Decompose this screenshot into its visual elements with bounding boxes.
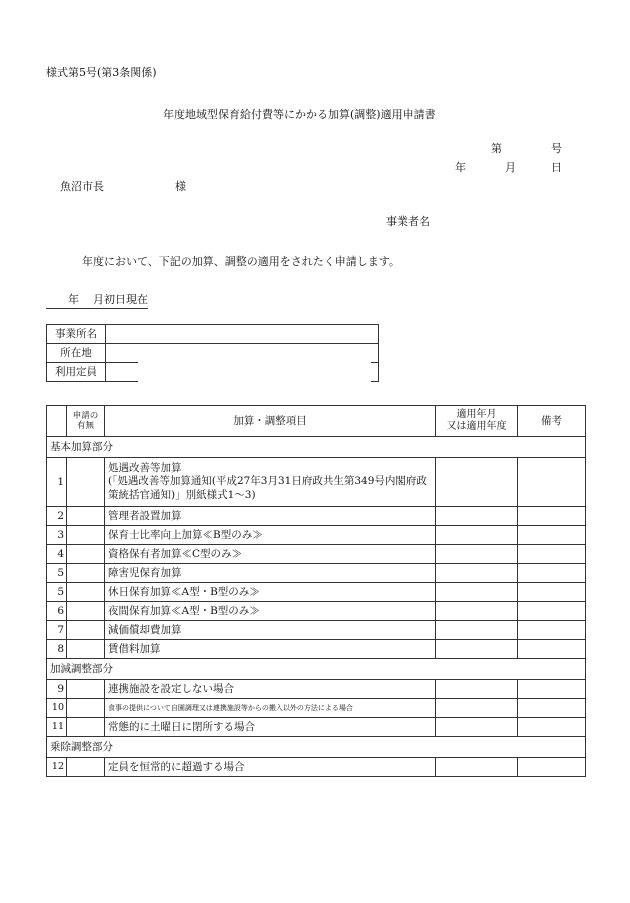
row-number: 5 (47, 583, 67, 602)
item-cell: 連携施設を設定しない場合 (105, 680, 436, 699)
item-cell: 資格保有者加算≪C型のみ≫ (105, 545, 436, 564)
section-title: 乗除調整部分 (47, 737, 586, 758)
period-cell[interactable] (436, 621, 518, 640)
remarks-cell[interactable] (518, 583, 586, 602)
remarks-cell[interactable] (518, 621, 586, 640)
row-number: 6 (47, 602, 67, 621)
remarks-cell[interactable] (518, 458, 586, 507)
date-month: 月 (505, 161, 516, 174)
row-number: 11 (47, 718, 67, 737)
applied-cell[interactable] (67, 564, 105, 583)
remarks-cell[interactable] (518, 507, 586, 526)
header-remarks: 備考 (518, 406, 586, 437)
business-name-label: 事業者名 (386, 215, 430, 228)
table-header-row (47, 406, 586, 437)
info-label: 事業所名 (47, 325, 106, 344)
table-row (47, 583, 586, 602)
item-cell: 休日保育加算≪A型・B型のみ≫ (105, 583, 436, 602)
item-cell: 夜間保育加算≪A型・B型のみ≫ (105, 602, 436, 621)
period-cell[interactable] (436, 458, 518, 507)
row-number: 9 (47, 680, 67, 699)
item-cell: 処遇改善等加算 (「処遇改善等加算通知(平成27年3月31日府政共生第349号内閣府政策統括官通知)」別紙様式1～3) (105, 458, 436, 507)
row-number: 7 (47, 621, 67, 640)
table-row (47, 680, 586, 699)
remarks-cell[interactable] (518, 758, 586, 777)
period-cell[interactable] (436, 564, 518, 583)
item-cell: 管理者設置加算 (105, 507, 436, 526)
header-applied: 申請の 有無 (67, 406, 105, 437)
period-cell[interactable] (436, 758, 518, 777)
item-cell: 保育士比率向上加算≪B型のみ≫ (105, 526, 436, 545)
section-title: 加減調整部分 (47, 659, 586, 680)
intro-text: 年度において、下記の加算、調整の適用をされたく申請します。 (82, 255, 400, 268)
row-number: 4 (47, 545, 67, 564)
table-row (47, 344, 379, 363)
remarks-cell[interactable] (518, 640, 586, 659)
table-row (47, 718, 586, 737)
period-cell[interactable] (436, 507, 518, 526)
row-number: 2 (47, 507, 67, 526)
table-row (47, 507, 586, 526)
info-value[interactable] (106, 325, 379, 344)
item-cell: 賃借料加算 (105, 640, 436, 659)
doc-no-label-2: 号 (551, 142, 562, 155)
section-title: 基本加算部分 (47, 437, 586, 458)
applied-cell[interactable] (67, 458, 105, 507)
date-day: 日 (551, 161, 562, 174)
period-cell[interactable] (436, 602, 518, 621)
item-cell: 食事の提供について自園調理又は連携施設等からの搬入以外の方法による場合 (105, 699, 436, 718)
period-cell[interactable] (436, 718, 518, 737)
section-row (47, 659, 586, 680)
remarks-cell[interactable] (518, 602, 586, 621)
remarks-cell[interactable] (518, 545, 586, 564)
applied-cell[interactable] (67, 526, 105, 545)
item-cell: 常態的に土曜日に閉所する場合 (105, 718, 436, 737)
as-of-rest: 月初日現在 (93, 293, 148, 306)
info-value[interactable] (106, 344, 379, 363)
applied-cell[interactable] (67, 545, 105, 564)
info-label: 所在地 (47, 344, 106, 363)
row-number: 12 (47, 758, 67, 777)
remarks-cell[interactable] (518, 526, 586, 545)
as-of-date (46, 291, 148, 309)
period-cell[interactable] (436, 526, 518, 545)
row-number: 5 (47, 564, 67, 583)
table-row (47, 545, 586, 564)
applied-cell[interactable] (67, 699, 105, 718)
applied-cell[interactable] (67, 718, 105, 737)
table-row (47, 458, 586, 507)
period-cell[interactable] (436, 680, 518, 699)
row-number: 1 (47, 458, 67, 507)
row-number: 10 (47, 699, 67, 718)
row-number: 8 (47, 640, 67, 659)
applied-cell[interactable] (67, 758, 105, 777)
application-items-table (46, 405, 586, 777)
addressee: 魚沼市長 (60, 180, 104, 193)
section-row (47, 737, 586, 758)
period-cell[interactable] (436, 545, 518, 564)
table-row (47, 621, 586, 640)
page-title: 年度地域型保育給付費等にかかる加算(調整)適用申請書 (163, 108, 436, 121)
applied-cell[interactable] (67, 507, 105, 526)
remarks-cell[interactable] (518, 680, 586, 699)
applied-cell[interactable] (67, 680, 105, 699)
mask (138, 362, 371, 384)
table-row (47, 564, 586, 583)
table-row (47, 758, 586, 777)
applied-cell[interactable] (67, 602, 105, 621)
table-row (47, 325, 379, 344)
header-item: 加算・調整項目 (105, 406, 436, 437)
info-label: 利用定員 (47, 363, 106, 382)
applied-cell[interactable] (67, 583, 105, 602)
item-cell: 定員を恒常的に超過する場合 (105, 758, 436, 777)
period-cell[interactable] (436, 640, 518, 659)
period-cell[interactable] (436, 583, 518, 602)
form-number: 様式第5号(第3条関係) (46, 66, 157, 79)
period-cell[interactable] (436, 699, 518, 718)
item-cell: 減価償却費加算 (105, 621, 436, 640)
remarks-cell[interactable] (518, 564, 586, 583)
table-row (47, 526, 586, 545)
date-year: 年 (455, 161, 466, 174)
as-of-year: 年 (68, 293, 79, 306)
section-row (47, 437, 586, 458)
table-row (47, 699, 586, 718)
table-row (47, 602, 586, 621)
header-period: 適用年月 又は適用年度 (436, 406, 518, 437)
table-row (47, 640, 586, 659)
applied-cell[interactable] (67, 621, 105, 640)
applied-cell[interactable] (67, 640, 105, 659)
remarks-cell[interactable] (518, 718, 586, 737)
row-number: 3 (47, 526, 67, 545)
doc-no-label-1: 第 (491, 142, 502, 155)
addressee-suffix: 様 (175, 180, 186, 193)
item-cell: 障害児保育加算 (105, 564, 436, 583)
remarks-cell[interactable] (518, 699, 586, 718)
